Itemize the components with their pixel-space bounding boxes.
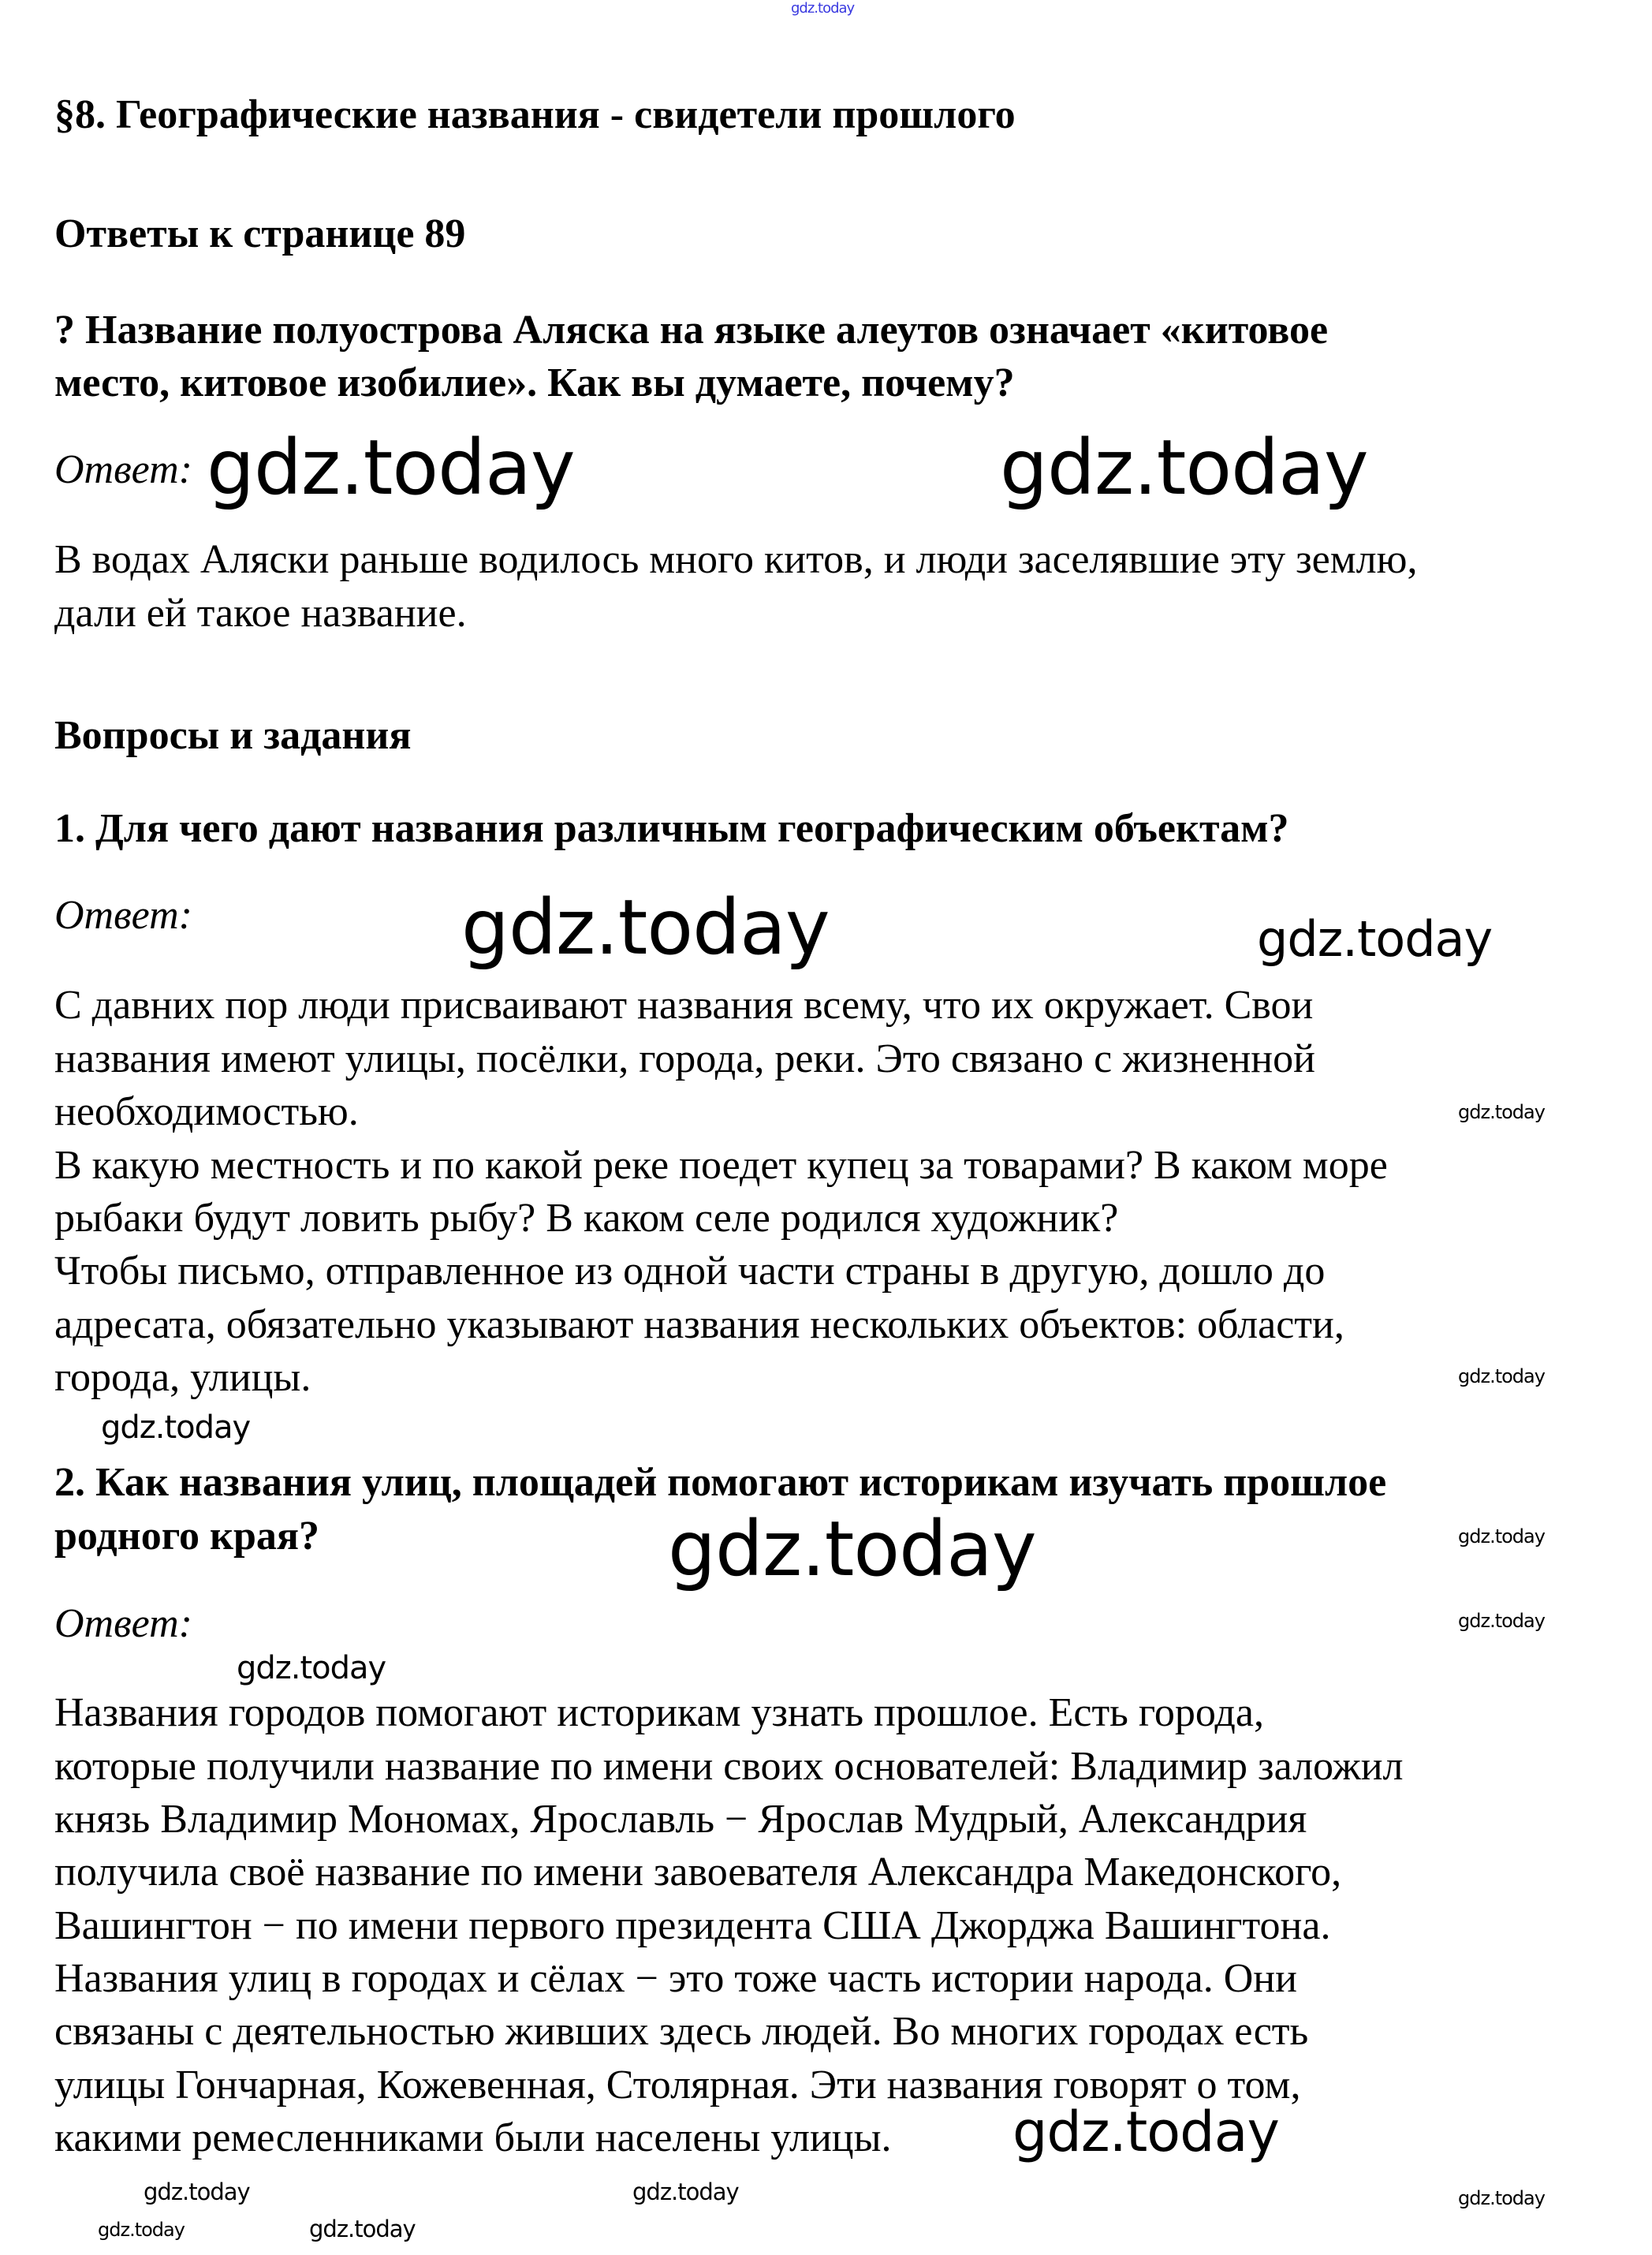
answer-line: города, улицы. [54, 1355, 311, 1400]
watermark: gdz.today [1458, 2187, 1545, 2209]
answer-line: Названия городов помогают историкам узнать прошлое. Есть города, [54, 1690, 1264, 1735]
answer-line: рыбаки будут ловить рыбу? В каком селе родился художник? [54, 1196, 1119, 1241]
watermark: gdz.today [668, 1505, 1036, 1593]
intro-question-line: место, китовое изобилие». Как вы думаете, почему? [54, 360, 1015, 405]
watermark: gdz.today [1257, 910, 1493, 968]
answer-line: дали ей такое название. [54, 591, 467, 636]
answer-line: названия имеют улицы, посёлки, города, реки. Это связано с жизненной [54, 1036, 1315, 1081]
answer-line: Названия улиц в городах и сёлах − это тоже часть истории народа. Они [54, 1956, 1297, 2001]
answer-line: связаны с деятельностью живших здесь людей. Во многих городах есть [54, 2009, 1309, 2054]
watermark: gdz.today [1012, 2100, 1279, 2164]
watermark: gdz.today [1000, 424, 1368, 512]
answer-line: князь Владимир Мономах, Ярославль − Ярослав Мудрый, Александрия [54, 1797, 1307, 1842]
watermark: gdz.today [98, 2219, 185, 2241]
answer-line: адресата, обязательно указывают названия нескольких объектов: области, [54, 1302, 1344, 1347]
watermark: gdz.today [1458, 1525, 1545, 1548]
watermark: gdz.today [1458, 1365, 1545, 1387]
answer-line: которые получили название по имени своих основателей: Владимир заложил [54, 1744, 1404, 1789]
watermark: gdz.today [1458, 1610, 1545, 1632]
watermark: gdz.today [461, 883, 830, 972]
page-heading: Ответы к странице 89 [54, 211, 466, 256]
watermark: gdz.today [207, 424, 575, 512]
section-heading: Вопросы и задания [54, 713, 412, 758]
answer-label: Ответ: [54, 893, 192, 938]
intro-question-line: ? Название полуострова Аляска на языке алеутов означает «китовое [54, 308, 1329, 353]
answer-line: улицы Гончарная, Кожевенная, Столярная. Эти названия говорят о том, [54, 2063, 1301, 2108]
watermark: gdz.today [1458, 1101, 1545, 1123]
watermark: gdz.today [309, 2216, 416, 2242]
answer-line: какими ремесленниками были населены улицы. [54, 2115, 892, 2160]
answer-line: С давних пор люди присваивают названия всему, что их окружает. Свои [54, 983, 1314, 1028]
watermark: gdz.today [237, 1650, 386, 1686]
answer-line: получила своё название по имени завоевателя Александра Македонского, [54, 1850, 1342, 1895]
watermark: gdz.today [101, 1409, 251, 1446]
answer-line: необходимостью. [54, 1089, 359, 1134]
question-2-line: родного края? [54, 1514, 320, 1559]
answer-line: В водах Аляски раньше водилось много китов, и люди заселявшие эту землю, [54, 537, 1418, 582]
watermark: gdz.today [144, 2178, 250, 2205]
answer-line: Вашингтон − по имени первого президента США Джорджа Вашингтона. [54, 1903, 1331, 1948]
watermark-top: gdz.today [791, 0, 855, 17]
question-2-line: 2. Как названия улиц, площадей помогают историкам изучать прошлое [54, 1460, 1387, 1505]
answer-label: Ответ: [54, 1601, 192, 1646]
answer-label: Ответ: [54, 447, 192, 492]
watermark: gdz.today [632, 2178, 739, 2205]
answer-line: В какую местность и по какой реке поедет купец за товарами? В каком море [54, 1143, 1388, 1188]
page-title: §8. Географические названия - свидетели прошлого [54, 92, 1016, 137]
question-1: 1. Для чего дают названия различным географическим объектам? [54, 806, 1289, 851]
answer-line: Чтобы письмо, отправленное из одной части страны в другую, дошло до [54, 1249, 1326, 1294]
